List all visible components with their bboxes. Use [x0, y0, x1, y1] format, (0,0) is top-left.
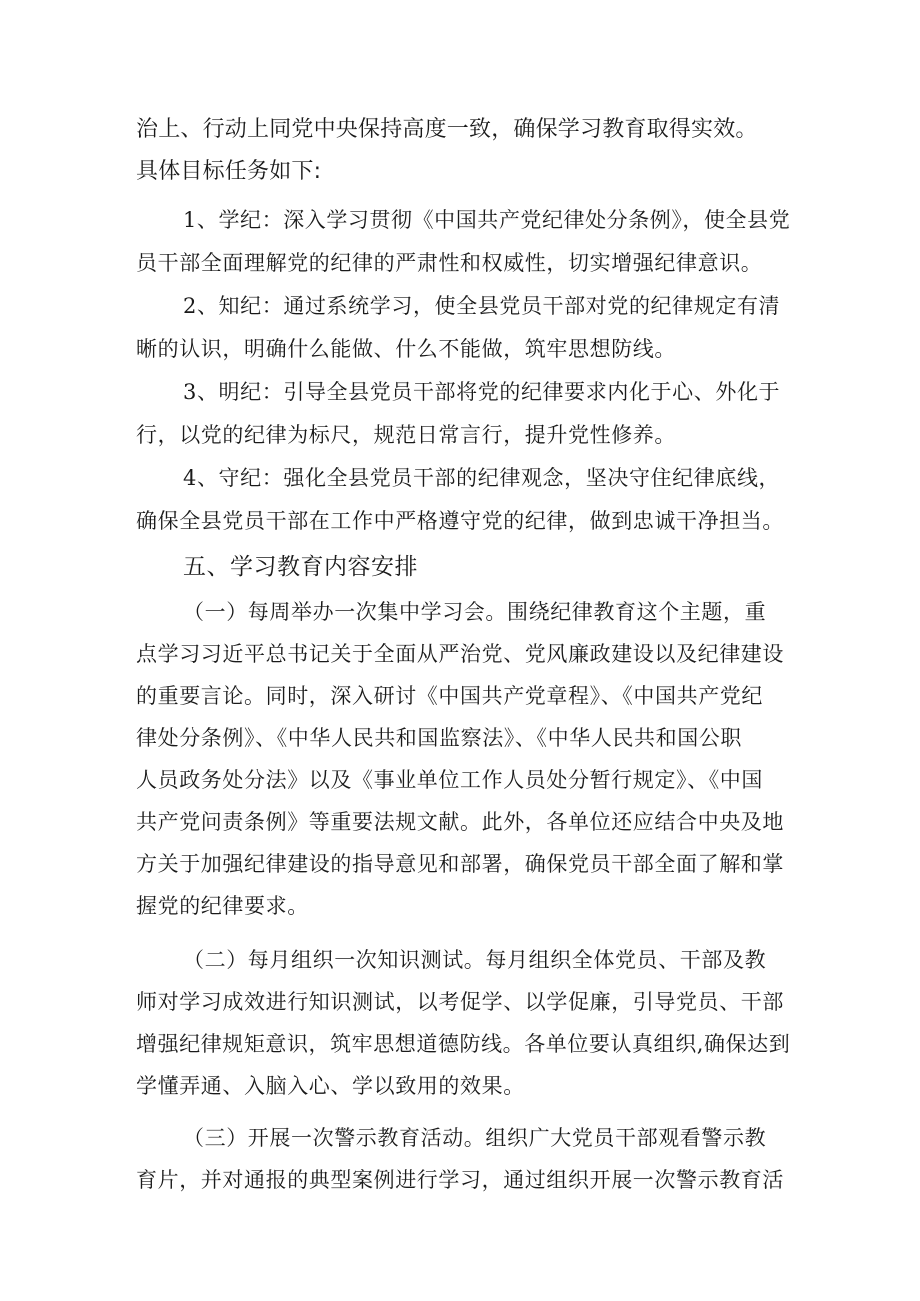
goal-line: 员干部全面理解党的纪律的严肃性和权威性，切实增强纪律意识。 — [136, 251, 763, 275]
item-line: 育片，并对通报的典型案例进行学习，通过组织开展一次警示教育活 — [136, 1168, 784, 1192]
goal-line: 4、守纪：强化全县党员干部的纪律观念，坚决守住纪律底线， — [183, 466, 781, 490]
item-line: （二）每月组织一次知识测试。每月组织全体党员、干部及教 — [183, 948, 767, 972]
item-line: 增强纪律规矩意识，筑牢思想道德防线。各单位要认真组织,确保达到 — [136, 1032, 791, 1056]
item-line: 的重要言论。同时，深入研讨《中国共产党章程》、《中国共产党纪 — [136, 684, 763, 708]
section-heading: 五、学习教育内容安排 — [183, 554, 418, 580]
item-line: （一）每周举办一次集中学习会。围绕纪律教育这个主题，重 — [183, 600, 767, 624]
item-line: 方关于加强纪律建设的指导意见和部署，确保党员干部全面了解和掌 — [136, 852, 784, 876]
goal-line: 3、明纪：引导全县党员干部将党的纪律要求内化于心、外化于 — [183, 380, 781, 404]
goal-line: 2、知纪：通过系统学习，使全县党员干部对党的纪律规定有清 — [183, 294, 781, 318]
goal-line: 1、学纪：深入学习贯彻《中国共产党纪律处分条例》，使全县党 — [183, 208, 791, 232]
item-line: 学懂弄通、入脑入心、学以致用的效果。 — [136, 1074, 525, 1098]
item-line: 律处分条例》、《中华人民共和国监察法》、《中华人民共和国公职 — [136, 726, 742, 750]
item-line: 师对学习成效进行知识测试，以考促学、以学促廉，引导党员、干部 — [136, 990, 784, 1014]
item-line: 人员政务处分法》以及《事业单位工作人员处分暂行规定》、《中国 — [136, 768, 763, 792]
goal-line: 确保全县党员干部在工作中严格遵守党的纪律，做到忠诚干净担当。 — [136, 509, 784, 533]
item-line: 共产党问责条例》等重要法规文献。此外，各单位还应结合中央及地 — [136, 810, 784, 834]
intro-line: 治上、行动上同党中央保持高度一致，确保学习教育取得实效。 — [136, 117, 758, 142]
goal-line: 行，以党的纪律为标尺，规范日常言行，提升党性修养。 — [136, 423, 676, 447]
intro-line: 具体目标任务如下: — [136, 159, 322, 184]
item-line: 握党的纪律要求。 — [136, 894, 309, 918]
goal-line: 晰的认识，明确什么能做、什么不能做，筑牢思想防线。 — [136, 337, 676, 361]
item-line: （三）开展一次警示教育活动。组织广大党员干部观看警示教 — [183, 1126, 767, 1150]
item-line: 点学习习近平总书记关于全面从严治党、党风廉政建设以及纪律建设 — [136, 642, 784, 666]
